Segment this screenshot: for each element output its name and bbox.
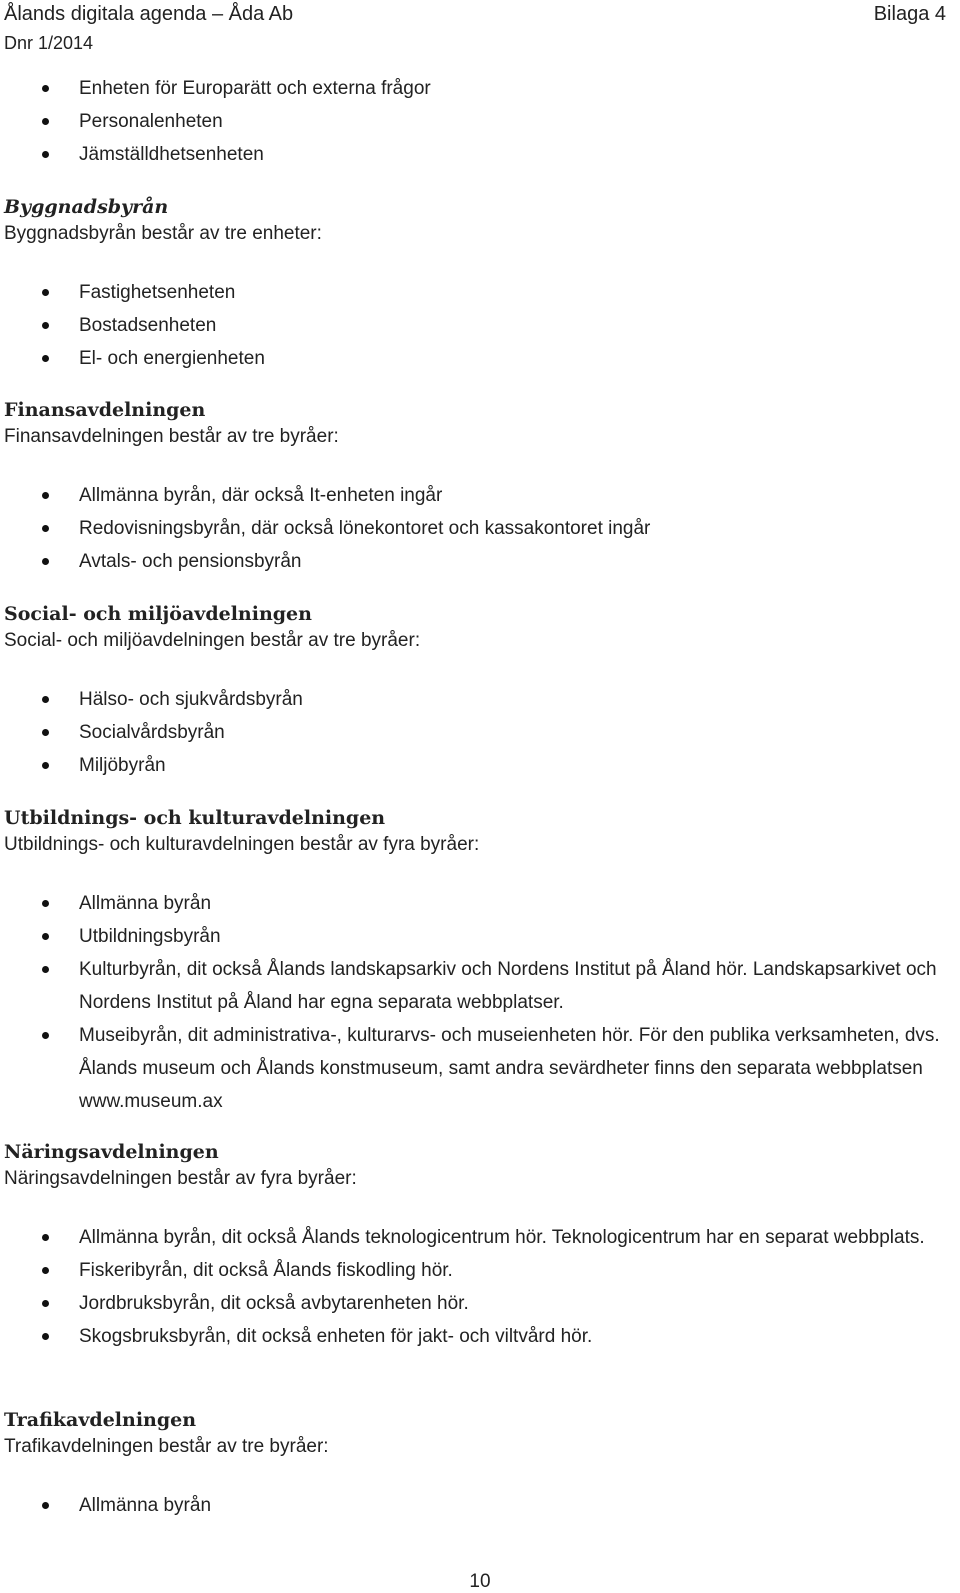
list-item: Allmänna byrån, där också It-enheten ingår — [4, 479, 949, 512]
section-finansavdelningen — [4, 397, 954, 572]
bullet-list — [4, 1221, 949, 1353]
list-item: Museibyrån, dit administrativa-, kulturarvs- och museienheten hör. För den publika verksamheten, dvs. Ålands museum och Ålands konstmuseum, samt andra sevärdheter finns den separata webbplatsen www.museum.ax — [4, 1019, 949, 1118]
section-heading: Utbildnings- och kulturavdelningen — [4, 807, 386, 829]
section-heading: Social- och miljöavdelningen — [4, 603, 312, 625]
list-item: El- och energienheten — [4, 342, 949, 375]
list-item: Fastighetsenheten — [4, 276, 949, 309]
section-intro: Byggnadsbyrån består av tre enheter: — [4, 223, 322, 244]
section-intro: Finansavdelningen består av tre byråer: — [4, 426, 339, 447]
section-intro: Social- och miljöavdelningen består av tre byråer: — [4, 630, 421, 651]
section-heading: Trafikavdelningen — [4, 1409, 197, 1431]
header-attachment: Bilaga 4 — [873, 3, 946, 25]
list-item: Allmänna byrån — [4, 1489, 949, 1522]
list-item: Utbildningsbyrån — [4, 920, 949, 953]
section-trafikavdelningen — [4, 1407, 954, 1516]
list-item: Skogsbruksbyrån, dit också enheten för jakt- och viltvård hör. — [4, 1320, 949, 1353]
section-heading: Näringsavdelningen — [4, 1141, 219, 1163]
section-intro: Utbildnings- och kulturavdelningen består av fyra byråer: — [4, 834, 480, 855]
list-item: Allmänna byrån, dit också Ålands teknologicentrum hör. Teknologicentrum har en separat webbplats. — [4, 1221, 949, 1254]
bullet-list — [4, 1489, 949, 1522]
section-intro: Näringsavdelningen består av fyra byråer: — [4, 1168, 357, 1189]
list-item: Miljöbyrån — [4, 749, 949, 782]
list-item: Jämställdhetsenheten — [4, 138, 949, 171]
list-item: Personalenheten — [4, 105, 949, 138]
bullet-list — [4, 276, 949, 375]
list-item: Enheten för Europarätt och externa frågor — [4, 72, 949, 105]
list-item: Fiskeribyrån, dit också Ålands fiskodling hör. — [4, 1254, 949, 1287]
list-item: Avtals- och pensionsbyrån — [4, 545, 949, 578]
bullet-list — [4, 479, 949, 578]
header-reference: Dnr 1/2014 — [4, 33, 94, 53]
bullet-list — [4, 72, 949, 171]
list-item: Hälso- och sjukvårdsbyrån — [4, 683, 949, 716]
list-item: Kulturbyrån, dit också Ålands landskapsarkiv och Nordens Institut på Åland hör. Landskapsarkivet och Nordens Institut på Åland har egna separata webbplatser. — [4, 953, 949, 1019]
bullet-list — [4, 887, 949, 1118]
list-item: Socialvårdsbyrån — [4, 716, 949, 749]
section-byggnadsbyran — [4, 194, 954, 369]
bullet-list — [4, 683, 949, 782]
section-heading: Byggnadsbyrån — [4, 196, 169, 218]
list-item: Redovisningsbyrån, där också lönekontoret och kassakontoret ingår — [4, 512, 949, 545]
list-item: Allmänna byrån — [4, 887, 949, 920]
section-utbildning-kultur — [4, 805, 954, 1112]
section-social-miljo — [4, 601, 954, 776]
list-item: Bostadsenheten — [4, 309, 949, 342]
list-item: Jordbruksbyrån, dit också avbytarenheten hör. — [4, 1287, 949, 1320]
header-title: Ålands digitala agenda – Åda Ab — [4, 3, 294, 25]
page-number: 10 — [469, 1571, 491, 1592]
section-naringsavdelningen — [4, 1139, 954, 1347]
section-heading: Finansavdelningen — [4, 399, 206, 421]
section-intro: Trafikavdelningen består av tre byråer: — [4, 1436, 329, 1457]
